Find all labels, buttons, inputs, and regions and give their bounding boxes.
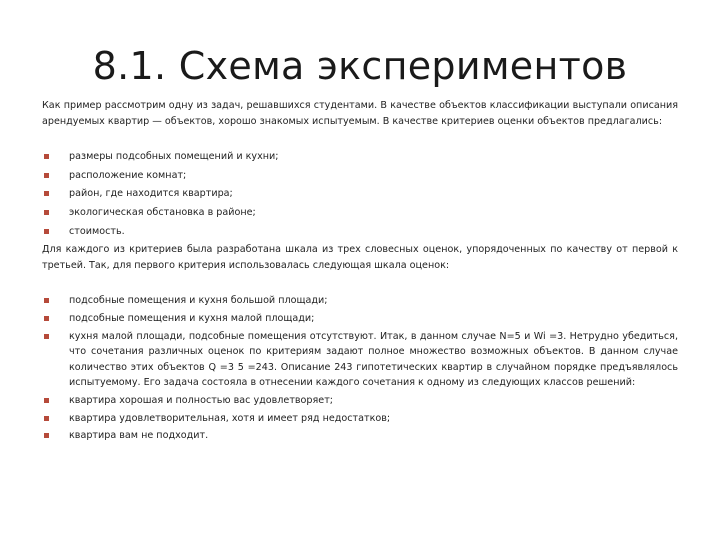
list-item xyxy=(42,149,678,165)
square-bullet-icon xyxy=(44,433,49,438)
square-bullet-icon xyxy=(44,334,49,339)
slide-content xyxy=(42,98,678,446)
square-bullet-icon xyxy=(44,229,49,234)
criteria-list xyxy=(42,149,678,239)
criteria-item-text: экологическая обстановка в районе; xyxy=(69,206,256,218)
scale-item-text: квартира вам не подходит. xyxy=(69,430,209,442)
square-bullet-icon xyxy=(44,154,49,159)
scale-item-text: кухня малой площади, подсобные помещения отсутствуют. Итак, в данном случае N=5 и Wi =3. Нетрудно убедиться, что сочетания различных оценок по критериям задают полное множество возможных объектов. В данном случае количество этих объектов Q =3 5 =243. Описание 243 гипотетических квартир в случайном порядке предъявлялось испытуемому. Его задача состояла в отнесении каждого сочетания к одному из следующих классов решений: xyxy=(69,330,678,389)
list-item xyxy=(42,224,678,240)
list-item xyxy=(42,329,678,391)
scale-item-text: квартира хорошая и полностью вас удовлетворяет; xyxy=(69,394,334,406)
square-bullet-icon xyxy=(44,416,49,421)
list-item xyxy=(42,293,678,309)
scale-item-text: подсобные помещения и кухня большой площади; xyxy=(69,295,328,307)
list-item xyxy=(42,205,678,221)
scale-item-text: подсобные помещения и кухня малой площади; xyxy=(69,312,315,324)
square-bullet-icon xyxy=(44,298,49,303)
list-item xyxy=(42,393,678,409)
list-item xyxy=(42,428,678,444)
square-bullet-icon xyxy=(44,210,49,215)
scale-paragraph: Для каждого из критериев была разработана шкала из трех словесных оценок, упорядоченных по качеству от первой к третьей. Так, для первого критерия использовалась следующая шкала оценок: xyxy=(42,244,678,271)
scale-item-text: квартира удовлетворительная, хотя и имеет ряд недостатков; xyxy=(69,412,391,424)
intro-paragraph: Как пример рассмотрим одну из задач, решавшихся студентами. В качестве объектов классификации выступали описания арендуемых квартир — объектов, хорошо знакомых испытуемым. В качестве критериев оценки объектов предлагались: xyxy=(42,100,678,127)
criteria-item-text: размеры подсобных помещений и кухни; xyxy=(69,151,279,163)
list-item xyxy=(42,168,678,184)
square-bullet-icon xyxy=(44,191,49,196)
list-item xyxy=(42,311,678,327)
list-item xyxy=(42,186,678,202)
square-bullet-icon xyxy=(44,173,49,178)
criteria-item-text: район, где находится квартира; xyxy=(69,188,233,200)
criteria-item-text: расположение комнат; xyxy=(69,169,187,181)
spacer xyxy=(42,129,678,149)
slide-title: 8.1. Схема экспериментов xyxy=(92,44,628,88)
square-bullet-icon xyxy=(44,398,49,403)
list-item xyxy=(42,411,678,427)
spacer xyxy=(42,273,678,293)
scale-list xyxy=(42,293,678,443)
square-bullet-icon xyxy=(44,316,49,321)
criteria-item-text: стоимость. xyxy=(69,225,125,237)
